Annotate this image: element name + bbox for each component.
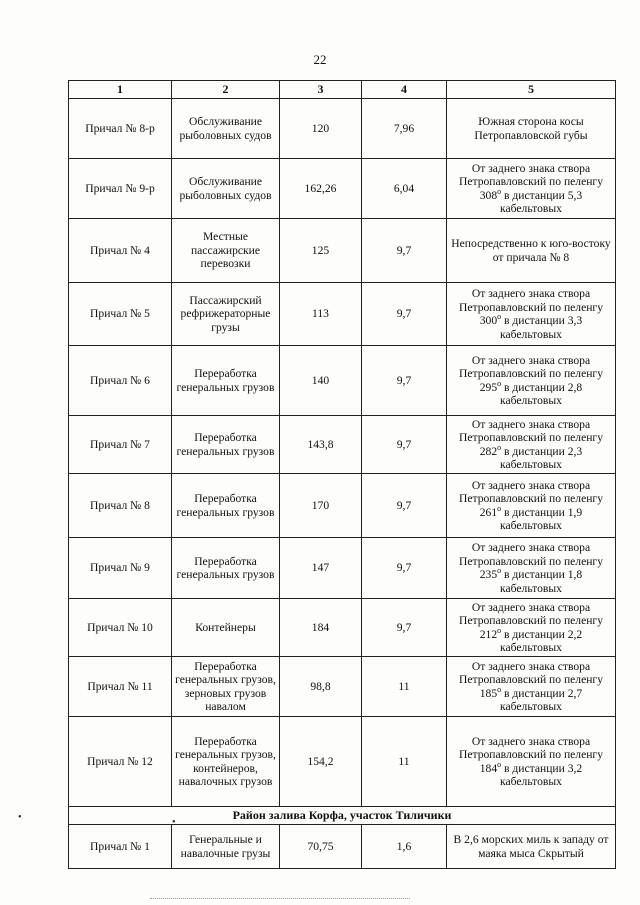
- location-text: От заднего знака створа Петропавловский по пеленгу 261: [458, 478, 603, 519]
- location-distance-text: в дистанции 3,2 кабельтовых: [500, 761, 583, 788]
- location-distance-text: в дистанции 2,8 кабельтовых: [500, 380, 583, 407]
- depth-cell: 9,7: [362, 346, 447, 416]
- section-header-row: [69, 807, 616, 825]
- degree-mark: о: [497, 759, 502, 769]
- table-row: [69, 99, 616, 159]
- purpose-cell: Переработка генеральных грузов, контейнеров, навалочных грузов: [172, 717, 280, 807]
- location-distance-text: в дистанции 5,3 кабельтовых: [500, 188, 583, 215]
- table-row: [69, 538, 616, 599]
- table-row: [69, 159, 616, 219]
- purpose-cell: Переработка генеральных грузов: [172, 346, 280, 416]
- location-text: От заднего знака створа Петропавловский по пеленгу 300: [458, 287, 603, 327]
- column-header-3: 3: [280, 81, 362, 99]
- location-text: От заднего знака створа Петропавловский по пеленгу 185: [458, 659, 603, 700]
- location-cell: [447, 416, 616, 474]
- berth-name-cell: Причал № 9-р: [69, 159, 172, 219]
- degree-mark: о: [497, 378, 502, 388]
- length-cell: 170: [280, 474, 362, 538]
- location-cell: [447, 717, 616, 807]
- location-cell: [447, 346, 616, 416]
- degree-mark: о: [497, 684, 502, 694]
- purpose-cell: Генеральные и навалочные грузы: [172, 825, 280, 869]
- depth-cell: 1,6: [362, 825, 447, 869]
- length-cell: 98,8: [280, 657, 362, 717]
- depth-cell: 11: [362, 717, 447, 807]
- location-cell: [447, 538, 616, 599]
- table-row: [69, 825, 616, 869]
- column-header-2: 2: [172, 81, 280, 99]
- table-row: [69, 416, 616, 474]
- degree-mark: о: [497, 566, 502, 576]
- scan-artifact-line: [150, 898, 410, 900]
- depth-cell: 9,7: [362, 416, 447, 474]
- length-cell: 147: [280, 538, 362, 599]
- purpose-cell: Переработка генеральных грузов: [172, 538, 280, 599]
- location-text: От заднего знака створа Петропавловский по пеленгу 295: [458, 353, 603, 394]
- berth-name-cell: Причал № 8: [69, 474, 172, 538]
- location-text: От заднего знака створа Петропавловский по пеленгу 282: [458, 417, 603, 458]
- table-row: [69, 599, 616, 657]
- table-row: [69, 346, 616, 416]
- depth-cell: 9,7: [362, 474, 447, 538]
- location-text: От заднего знака створа Петропавловский по пеленгу 235: [458, 541, 603, 581]
- location-text: Непосредственно к юго-востоку от причала № 8: [451, 237, 611, 264]
- table-row: [69, 219, 616, 283]
- berth-name-cell: Причал № 4: [69, 219, 172, 283]
- purpose-cell: Местные пассажирские перевозки: [172, 219, 280, 283]
- depth-cell: 11: [362, 657, 447, 717]
- purpose-cell: Переработка генеральных грузов: [172, 474, 280, 538]
- location-cell: [447, 99, 616, 159]
- depth-cell: 6,04: [362, 159, 447, 219]
- length-cell: 70,75: [280, 825, 362, 869]
- table-row: [69, 474, 616, 538]
- length-cell: 162,26: [280, 159, 362, 219]
- section-title: Район залива Корфа, участок Тиличики: [69, 807, 616, 825]
- length-cell: 125: [280, 219, 362, 283]
- depth-cell: 9,7: [362, 538, 447, 599]
- location-cell: [447, 219, 616, 283]
- berth-name-cell: Причал № 7: [69, 416, 172, 474]
- location-text: От заднего знака створа Петропавловский по пеленгу 184: [458, 734, 603, 775]
- location-cell: [447, 159, 616, 219]
- location-cell: [447, 825, 616, 869]
- depth-cell: 9,7: [362, 599, 447, 657]
- length-cell: 184: [280, 599, 362, 657]
- purpose-cell: Контейнеры: [172, 599, 280, 657]
- table-row: [69, 717, 616, 807]
- location-text: От заднего знака створа Петропавловский по пеленгу 308: [458, 161, 603, 202]
- berth-name-cell: Причал № 10: [69, 599, 172, 657]
- table-row: [69, 657, 616, 717]
- purpose-cell: Обслуживание рыболовных судов: [172, 159, 280, 219]
- berth-name-cell: Причал № 8-р: [69, 99, 172, 159]
- berth-name-cell: Причал № 5: [69, 283, 172, 346]
- length-cell: 154,2: [280, 717, 362, 807]
- location-cell: [447, 283, 616, 346]
- location-distance-text: в дистанции 1,8 кабельтовых: [500, 568, 583, 595]
- location-text: От заднего знака створа Петропавловский по пеленгу 212: [458, 600, 603, 641]
- length-cell: 113: [280, 283, 362, 346]
- berth-name-cell: Причал № 12: [69, 717, 172, 807]
- column-header-4: 4: [362, 81, 447, 99]
- depth-cell: 9,7: [362, 283, 447, 346]
- location-distance-text: в дистанции 1,9 кабельтовых: [500, 505, 583, 532]
- location-cell: [447, 599, 616, 657]
- scan-dot-mark: •: [18, 812, 22, 823]
- degree-mark: о: [497, 442, 502, 452]
- table-body: [69, 99, 616, 807]
- location-cell: [447, 657, 616, 717]
- purpose-cell: Пассажирский рефрижераторные грузы: [172, 283, 280, 346]
- berth-name-cell: Причал № 9: [69, 538, 172, 599]
- degree-mark: о: [497, 312, 502, 322]
- location-text: Южная сторона косы Петропавловской губы: [474, 115, 588, 142]
- location-cell: [447, 474, 616, 538]
- column-header-1: 1: [69, 81, 172, 99]
- berths-table: [68, 80, 616, 869]
- page-number: 22: [313, 52, 327, 67]
- berth-name-cell: Причал № 11: [69, 657, 172, 717]
- length-cell: 140: [280, 346, 362, 416]
- degree-mark: о: [497, 625, 502, 635]
- location-distance-text: в дистанции 2,7 кабельтовых: [500, 686, 583, 713]
- degree-mark: о: [497, 503, 502, 513]
- length-cell: 143,8: [280, 416, 362, 474]
- location-distance-text: в дистанции 2,2 кабельтовых: [500, 627, 583, 654]
- column-header-5: 5: [447, 81, 616, 99]
- table-header-row: [69, 81, 616, 99]
- purpose-cell: Обслуживание рыболовных судов: [172, 99, 280, 159]
- berth-name-cell: Причал № 1: [69, 825, 172, 869]
- scan-dot-mark: •: [172, 817, 176, 828]
- purpose-cell: Переработка генеральных грузов: [172, 416, 280, 474]
- degree-mark: о: [497, 186, 502, 196]
- purpose-cell: Переработка генеральных грузов, зерновых грузов навалом: [172, 657, 280, 717]
- depth-cell: 9,7: [362, 219, 447, 283]
- table-row: [69, 283, 616, 346]
- berth-name-cell: Причал № 6: [69, 346, 172, 416]
- location-distance-text: в дистанции 3,3 кабельтовых: [500, 314, 583, 341]
- location-text: В 2,6 морских миль к западу от маяка мыса Скрытый: [453, 833, 609, 860]
- location-distance-text: в дистанции 2,3 кабельтовых: [500, 444, 583, 471]
- depth-cell: 7,96: [362, 99, 447, 159]
- length-cell: 120: [280, 99, 362, 159]
- section-body: [69, 807, 616, 869]
